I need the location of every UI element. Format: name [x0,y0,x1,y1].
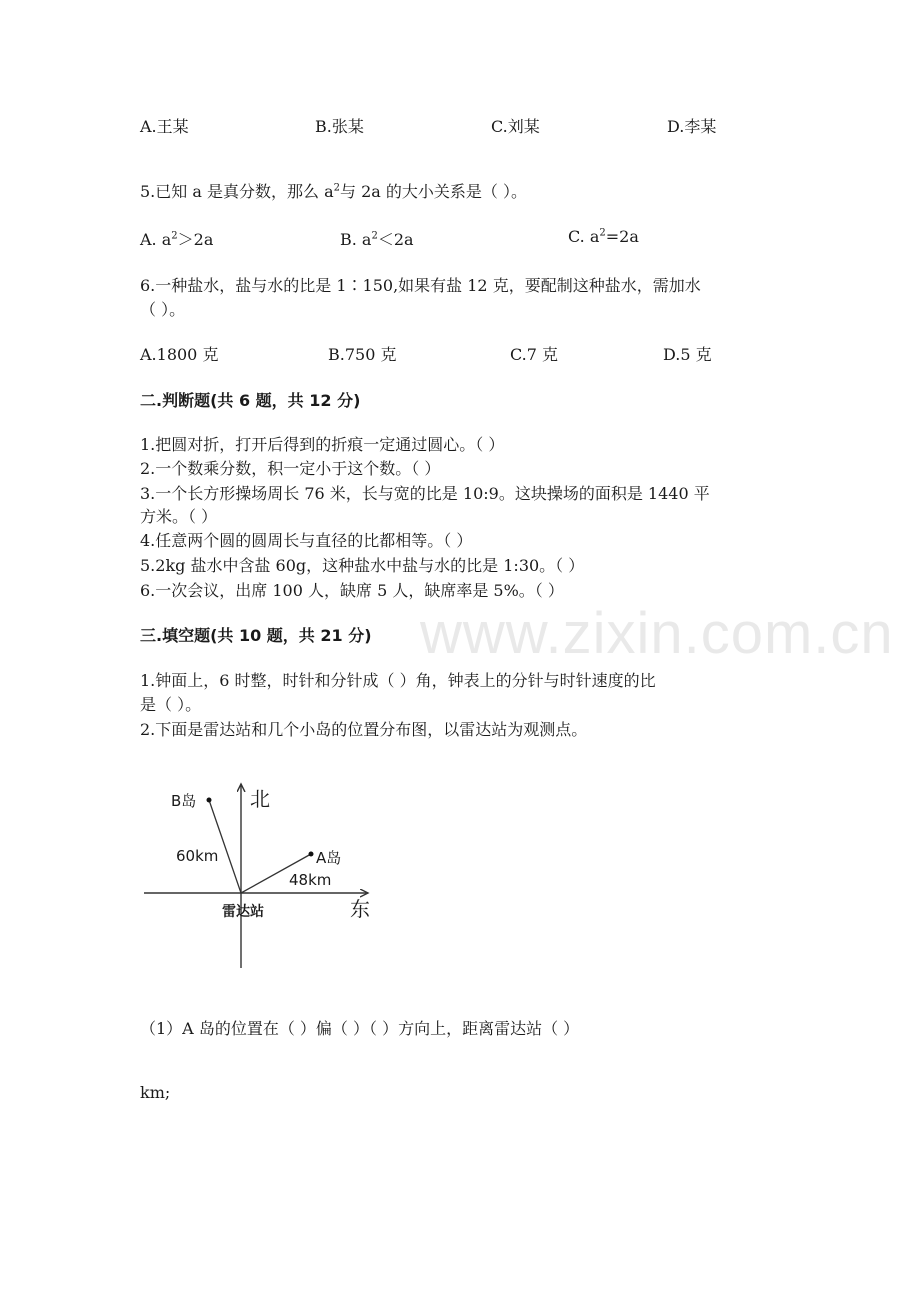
s3-line-3: 2.下面是雷达站和几个小岛的位置分布图，以雷达站为观测点。 [140,720,588,739]
q5-option-b: B. $a^2<2a$ [340,230,414,249]
a-island-point [309,852,314,857]
s2-line-2: 2.一个数乘分数，积一定小于这个数。（ ） [140,459,441,478]
section3-heading: 三.填空题(共 10 题，共 21 分) [140,626,372,645]
s3-line-1: 1.钟面上，6 时整，时针和分针成（ ）角，钟表上的分针与时针速度的比 [140,671,656,690]
east-label: 东 [350,897,370,921]
watermark: www.zixin.com.cn [420,601,894,666]
s3-subquestion-1: （1）A 岛的位置在（ ）偏（ ）（ ）方向上，距离雷达站（ ） [140,1019,580,1038]
s2-line-5: 4.任意两个圆的圆周长与直径的比都相等。（ ） [140,531,473,550]
s2-line-7: 6.一次会议，出席 100 人，缺席 5 人，缺席率是 5%。（ ） [140,581,564,600]
s3-subquestion-1-unit: km; [140,1083,171,1102]
q6-option-a: A.1800 克 [140,345,219,364]
s3-line-2: 是（ ）。 [140,695,202,714]
north-label: 北 [250,787,270,811]
b-distance-label: 60km [176,847,219,865]
q5-option-a: A. $a^2>2a$ [140,230,214,249]
q6-option-c: C.7 克 [510,345,559,364]
a-distance-label: 48km [289,871,332,889]
q6-stem-line1: 6.一种盐水，盐与水的比是 1∶150,如果有盐 12 克，要配制这种盐水，需加水 [140,276,701,295]
station-label: 雷达站 [222,904,264,920]
q5-stem: 5.已知 a 是真分数，那么 $a^2$与 2a 的大小关系是（ ）。 [140,182,527,201]
q6-option-b: B.750 克 [328,345,397,364]
section2-heading: 二.判断题(共 6 题，共 12 分) [140,391,361,410]
q6-option-d: D.5 克 [663,345,712,364]
s2-line-1: 1.把圆对折，打开后得到的折痕一定通过圆心。（ ） [140,435,505,454]
q4-option-c: C.刘某 [491,117,540,136]
a-island-label: A岛 [316,849,342,867]
q4-option-a: A.王某 [140,117,189,136]
b-island-label: B岛 [171,792,197,810]
s2-line-6: 5.2kg 盐水中含盐 60g，这种盐水中盐与水的比是 1:30。（ ） [140,556,585,575]
q6-stem-line2: （ ）。 [140,300,186,319]
b-island-point [207,798,212,803]
q4-option-d: D.李某 [667,117,717,136]
radar-map-diagram [140,770,380,975]
q4-option-b: B.张某 [315,117,364,136]
q5-option-c: C. $a^2=2a$ [568,227,639,246]
s2-line-4: 方米。（ ） [140,507,218,526]
s2-line-3: 3.一个长方形操场周长 76 米，长与宽的比是 10:9。这块操场的面积是 1440 平 [140,484,710,503]
